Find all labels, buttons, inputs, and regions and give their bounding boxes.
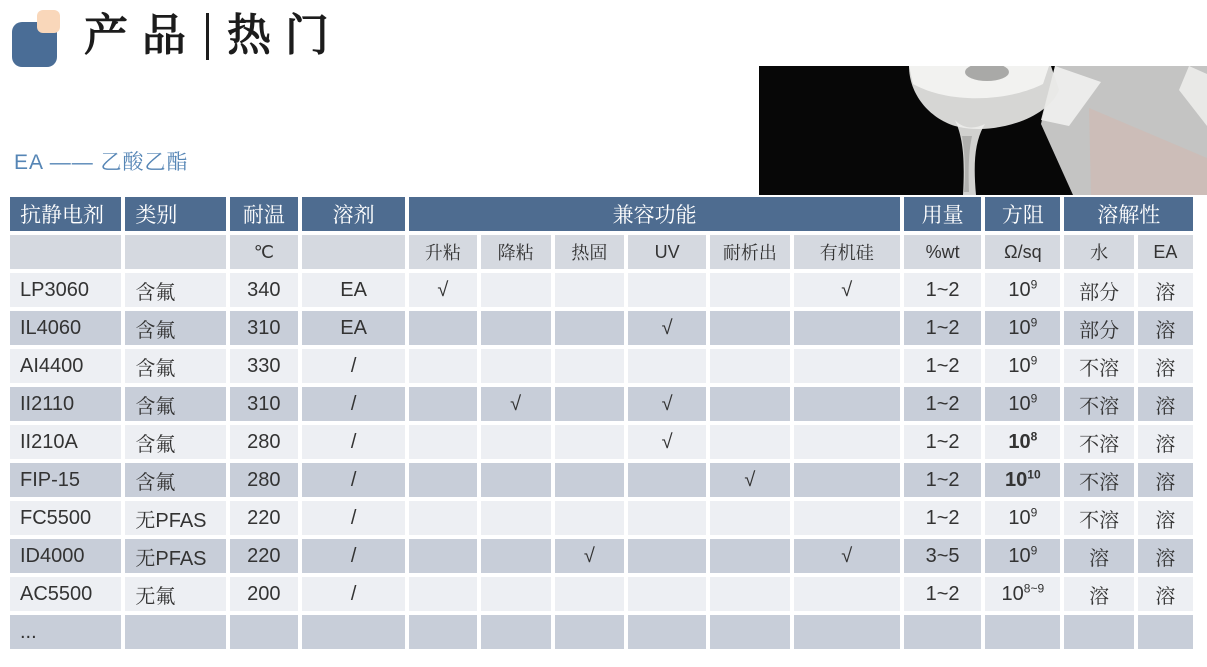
- page-header: [12, 8, 343, 90]
- cell: 1~2: [904, 463, 981, 497]
- table-row: [10, 311, 1193, 345]
- cell: [409, 539, 476, 573]
- cell: [555, 463, 624, 497]
- column-subheader: 有机硅: [794, 235, 900, 269]
- cell: /: [302, 501, 405, 535]
- cell: 1~2: [904, 501, 981, 535]
- cell: [555, 387, 624, 421]
- column-subheader: [10, 235, 121, 269]
- cell: [710, 387, 789, 421]
- cell: 330: [230, 349, 298, 383]
- cell: ID4000: [10, 539, 121, 573]
- cell: $10^9$: [985, 387, 1060, 421]
- cell: 1~2: [904, 577, 981, 611]
- cell: [481, 311, 551, 345]
- cell: 220: [230, 501, 298, 535]
- cell: 不溶: [1064, 349, 1133, 383]
- cell: √: [628, 311, 706, 345]
- cell: 含氟: [125, 387, 225, 421]
- cell: $10^9$: [985, 273, 1060, 307]
- cell: [628, 615, 706, 649]
- table-row: [10, 387, 1193, 421]
- table-header-group-row: [10, 197, 1193, 231]
- cell: √: [794, 539, 900, 573]
- table-row: [10, 577, 1193, 611]
- cell: [481, 501, 551, 535]
- cell: [710, 539, 789, 573]
- cell: [794, 387, 900, 421]
- cell: [409, 387, 476, 421]
- cell: /: [302, 463, 405, 497]
- cell: 不溶: [1064, 425, 1133, 459]
- table-row: [10, 615, 1193, 649]
- cell: [794, 463, 900, 497]
- cell: $10^{10}$: [985, 463, 1060, 497]
- cell: 310: [230, 311, 298, 345]
- cell: √: [628, 387, 706, 421]
- table-row: [10, 501, 1193, 535]
- cell: [628, 539, 706, 573]
- cell: AC5500: [10, 577, 121, 611]
- column-group-header: 用量: [904, 197, 981, 231]
- cell: [302, 615, 405, 649]
- cell: [481, 539, 551, 573]
- cell: 溶: [1138, 273, 1193, 307]
- cell: [481, 349, 551, 383]
- cell: /: [302, 425, 405, 459]
- cell: [1064, 615, 1133, 649]
- cell: [230, 615, 298, 649]
- column-subheader: [125, 235, 225, 269]
- cell: √: [555, 539, 624, 573]
- cell: 无PFAS: [125, 539, 225, 573]
- cell: 310: [230, 387, 298, 421]
- cell: 含氟: [125, 463, 225, 497]
- cell: EA: [302, 273, 405, 307]
- cell: $10^9$: [985, 349, 1060, 383]
- cell: [794, 577, 900, 611]
- table-row: [10, 463, 1193, 497]
- title-divider: [206, 13, 209, 60]
- page-title-right: 热门: [227, 11, 343, 60]
- logo-peach-square: [37, 10, 60, 33]
- cell: 无PFAS: [125, 501, 225, 535]
- cell: 200: [230, 577, 298, 611]
- cell: [794, 349, 900, 383]
- column-subheader: UV: [628, 235, 706, 269]
- cell: [628, 577, 706, 611]
- table-subheader-row: [10, 235, 1193, 269]
- cell: /: [302, 387, 405, 421]
- cell: IL4060: [10, 311, 121, 345]
- cell: [710, 615, 789, 649]
- cell: √: [628, 425, 706, 459]
- column-subheader: 热固: [555, 235, 624, 269]
- cell: 溶: [1064, 577, 1133, 611]
- cell: [985, 615, 1060, 649]
- page-title: [84, 12, 343, 60]
- product-photo: [759, 66, 1207, 195]
- cell: [794, 425, 900, 459]
- cell: $10^8$: [985, 425, 1060, 459]
- column-subheader: 升粘: [409, 235, 476, 269]
- cell: √: [794, 273, 900, 307]
- cell: 不溶: [1064, 463, 1133, 497]
- cell: II210A: [10, 425, 121, 459]
- cell: [555, 311, 624, 345]
- cell: 部分: [1064, 311, 1133, 345]
- column-subheader: 降粘: [481, 235, 551, 269]
- cell: 溶: [1138, 425, 1193, 459]
- column-subheader: ℃: [230, 235, 298, 269]
- cell: √: [481, 387, 551, 421]
- table-row: [10, 349, 1193, 383]
- column-subheader: 耐析出: [710, 235, 789, 269]
- cell: EA: [302, 311, 405, 345]
- cell: FC5500: [10, 501, 121, 535]
- cell: 1~2: [904, 387, 981, 421]
- column-group-header: 兼容功能: [409, 197, 900, 231]
- column-group-header: 溶剂: [302, 197, 405, 231]
- cell: $10^{8\sim 9}$: [985, 577, 1060, 611]
- cell: 含氟: [125, 273, 225, 307]
- cell: [481, 463, 551, 497]
- table-row: [10, 425, 1193, 459]
- cell: 无氟: [125, 577, 225, 611]
- cell: 溶: [1138, 501, 1193, 535]
- column-group-header: 方阻: [985, 197, 1060, 231]
- cell: [409, 463, 476, 497]
- cell: 340: [230, 273, 298, 307]
- cell: [628, 349, 706, 383]
- cell: 溶: [1138, 463, 1193, 497]
- cell: [904, 615, 981, 649]
- cell: [710, 501, 789, 535]
- cell: [794, 311, 900, 345]
- cell: [794, 501, 900, 535]
- column-group-header: 抗静电剂: [10, 197, 121, 231]
- cell: [710, 311, 789, 345]
- table-header: [10, 197, 1193, 269]
- cell: [555, 501, 624, 535]
- cell: 溶: [1138, 311, 1193, 345]
- page-title-left: 产品: [84, 11, 200, 60]
- cell: 1~2: [904, 273, 981, 307]
- cell: 溶: [1138, 349, 1193, 383]
- cell: 含氟: [125, 425, 225, 459]
- cell: 1~2: [904, 311, 981, 345]
- cell: [409, 501, 476, 535]
- cell: [555, 349, 624, 383]
- cell: [628, 501, 706, 535]
- cell: 3~5: [904, 539, 981, 573]
- product-table: [6, 193, 1197, 653]
- cell: [710, 349, 789, 383]
- column-subheader: Ω/sq: [985, 235, 1060, 269]
- cell: [481, 273, 551, 307]
- cell: [628, 463, 706, 497]
- cell: 不溶: [1064, 387, 1133, 421]
- cell: II2110: [10, 387, 121, 421]
- cell: √: [409, 273, 476, 307]
- liquid-pour-illustration: [759, 66, 1207, 195]
- column-group-header: 耐温: [230, 197, 298, 231]
- table-body: [10, 273, 1193, 649]
- cell: [555, 577, 624, 611]
- cell: 溶: [1138, 387, 1193, 421]
- cell: /: [302, 577, 405, 611]
- cell: 1~2: [904, 425, 981, 459]
- cell: [481, 425, 551, 459]
- cell: [409, 577, 476, 611]
- cell: [555, 273, 624, 307]
- cell: [481, 615, 551, 649]
- column-group-header: 溶解性: [1064, 197, 1193, 231]
- cell: 溶: [1138, 577, 1193, 611]
- cell: AI4400: [10, 349, 121, 383]
- cell: [555, 615, 624, 649]
- cell: $10^9$: [985, 539, 1060, 573]
- cell: [125, 615, 225, 649]
- cell: [710, 577, 789, 611]
- cell: 1~2: [904, 349, 981, 383]
- table-row: [10, 273, 1193, 307]
- cell: 溶: [1138, 539, 1193, 573]
- cell: /: [302, 349, 405, 383]
- column-group-header: 类别: [125, 197, 225, 231]
- column-subheader: EA: [1138, 235, 1193, 269]
- cell: [409, 349, 476, 383]
- cell: 含氟: [125, 349, 225, 383]
- cell: 部分: [1064, 273, 1133, 307]
- cell: ...: [10, 615, 121, 649]
- cell: [794, 615, 900, 649]
- cell: [409, 615, 476, 649]
- column-subheader: 水: [1064, 235, 1133, 269]
- cell: [1138, 615, 1193, 649]
- cell: $10^9$: [985, 501, 1060, 535]
- column-subheader: %wt: [904, 235, 981, 269]
- cell: LP3060: [10, 273, 121, 307]
- cell: [409, 311, 476, 345]
- cell: 溶: [1064, 539, 1133, 573]
- cell: $10^9$: [985, 311, 1060, 345]
- cell: [628, 273, 706, 307]
- cell: FIP-15: [10, 463, 121, 497]
- cell: √: [710, 463, 789, 497]
- cell: 不溶: [1064, 501, 1133, 535]
- cell: /: [302, 539, 405, 573]
- cell: 含氟: [125, 311, 225, 345]
- cell: [481, 577, 551, 611]
- cell: 220: [230, 539, 298, 573]
- cell: [710, 425, 789, 459]
- column-subheader: [302, 235, 405, 269]
- cell: [710, 273, 789, 307]
- cell: [409, 425, 476, 459]
- cell: 280: [230, 425, 298, 459]
- table-row: [10, 539, 1193, 573]
- section-subtitle: EA —— 乙酸乙酯: [14, 151, 189, 174]
- product-table-wrapper: [6, 193, 1197, 653]
- cell: [555, 425, 624, 459]
- brand-logo-icon: [12, 8, 62, 70]
- cell: 280: [230, 463, 298, 497]
